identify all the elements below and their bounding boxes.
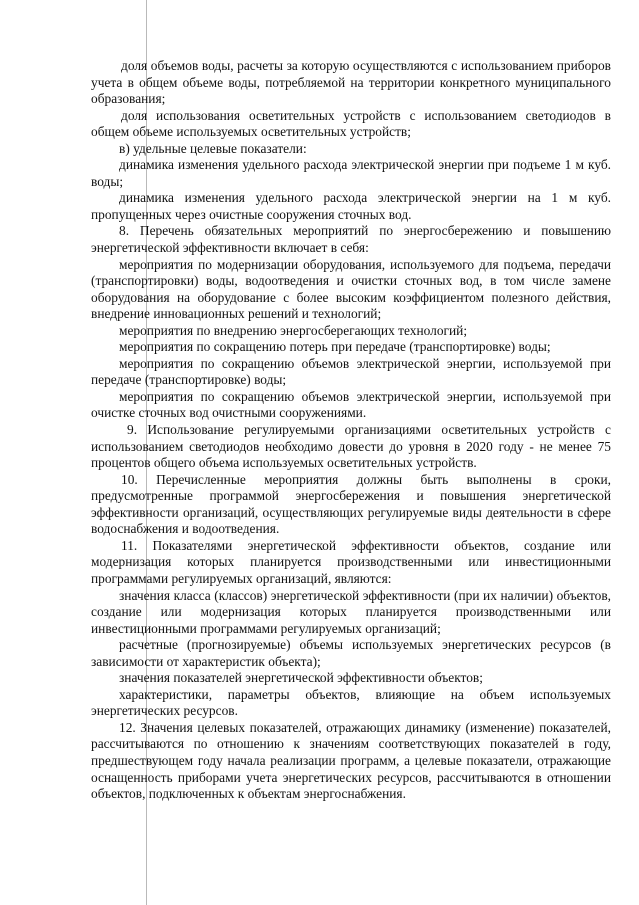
- paragraph-8-measures: 8. Перечень обязательных мероприятий по энергосбережению и повышению энергетической эффективности включает в себя:: [91, 223, 611, 256]
- paragraph-estimated-volumes: расчетные (прогнозируемые) объемы используемых энергетических ресурсов (в зависимости от характеристик объекта);: [91, 637, 611, 669]
- paragraph-12-targets: 12. Значения целевых показателей, отражающих динамику (изменение) показателей, рассчитываются по отношению к значениям соответствующих показателей в году, предшествующем году начала реализации программ, а целевые показатели, отражающие оснащенность приборами учета энергетических ресурсов, рассчитываются в отношении объектов, подключенных к объектам энергоснабжения.: [91, 719, 611, 802]
- paragraph-specific-targets: в) удельные целевые показатели:: [119, 140, 307, 156]
- paragraph-led-share: доля использования осветительных устройств с использованием светодиодов в общем объеме используемых осветительных устройств;: [91, 107, 611, 140]
- paragraph-loss-reduction: мероприятия по сокращению потерь при передаче (транспортировке) воды;: [119, 339, 551, 355]
- paragraph-10-deadlines: 10. Перечисленные мероприятия должны быть выполнены в сроки, предусмотренные программой энергосбережения и повышения энергетической эффективности организаций, осуществляющих регулируемые виды деятельности в сфере водоснабжения и водоотведения.: [91, 471, 611, 537]
- paragraph-transport-energy: мероприятия по сокращению объемов электрической энергии, используемой при передаче (транспортировке) воды;: [91, 355, 611, 388]
- paragraph-efficiency-class: значения класса (классов) энергетической эффективности (при их наличии) объектов, создание или модернизация которых планируется производственными или инвестиционными программами регулируемых организаций;: [91, 587, 611, 636]
- paragraph-treatment-energy: динамика изменения удельного расхода электрической энергии на 1 м куб. пропущенных через очистные сооружения сточных вод.: [91, 190, 611, 222]
- paragraph-lift-energy: динамика изменения удельного расхода электрической энергии при подъеме 1 м куб. воды;: [91, 157, 611, 189]
- paragraph-9-led: 9. Использование регулируемыми организациями осветительных устройств с использованием светодиодов необходимо довести до уровня в 2020 году - не менее 75 процентов общего объема используемых осветительных устройств.: [91, 422, 611, 471]
- paragraph-indicator-values: значения показателей энергетической эффективности объектов;: [119, 670, 483, 686]
- document-body: [91, 58, 611, 803]
- paragraph-11-indicators: 11. Показателями энергетической эффективности объектов, создание или модернизация которых планируется производственными или инвестиционными программами регулируемых организаций, являются:: [91, 537, 611, 586]
- paragraph-water-share: доля объемов воды, расчеты за которую осуществляются с использованием приборов учета в общем объеме воды, потребляемой на территории конкретного муниципального образования;: [91, 58, 611, 107]
- paragraph-modernization: мероприятия по модернизации оборудования, используемого для подъема, передачи (транспортировки) воды, водоотведения и очистки сточных вод, в том числе замене оборудования на оборудование с более высоким коэффициентом полезного действия, внедрение инновационных решений и технологий;: [91, 256, 611, 322]
- paragraph-energy-tech: мероприятия по внедрению энергосберегающих технологий;: [119, 322, 468, 338]
- paragraph-characteristics: характеристики, параметры объектов, влияющие на объем используемых энергетических ресурсов.: [91, 686, 611, 719]
- paragraph-treatment-reduction: мероприятия по сокращению объемов электрической энергии, используемой при очистке сточных вод очистными сооружениями.: [91, 388, 611, 421]
